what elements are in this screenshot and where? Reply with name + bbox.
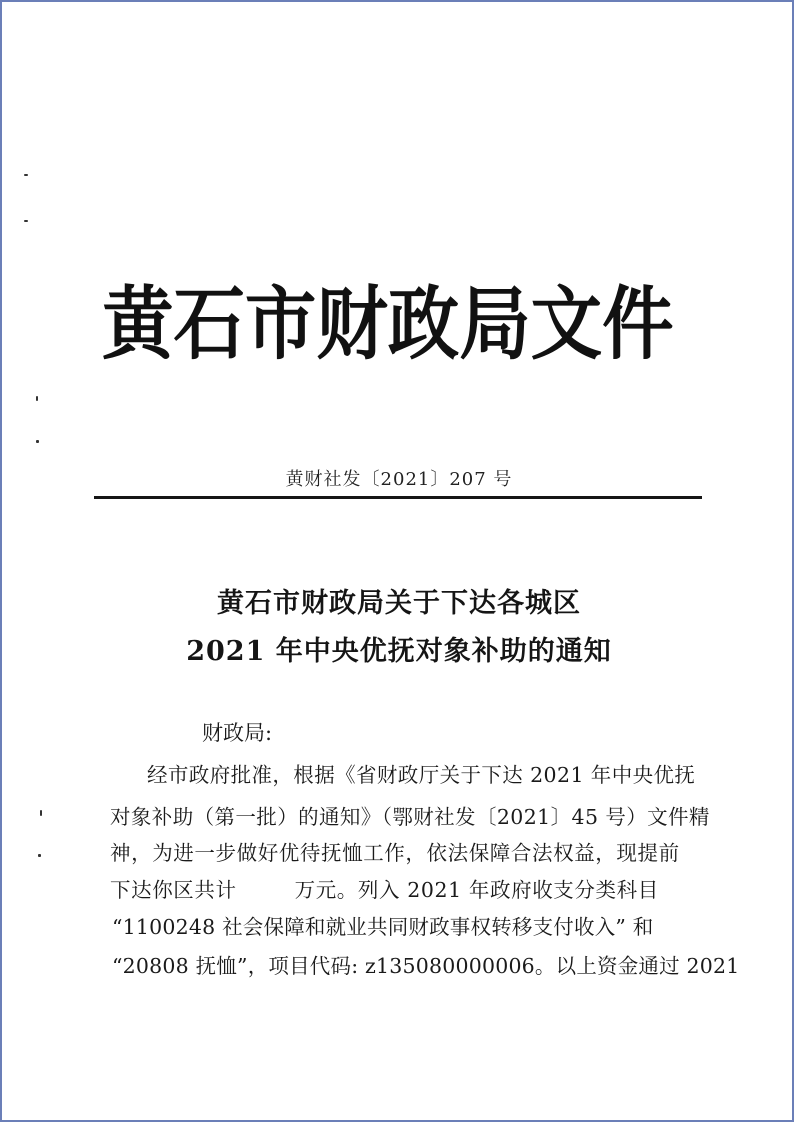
header-divider-rule [94,496,702,499]
notice-title-line-1: 黄石市财政局关于下达各城区 [217,588,581,619]
scan-speck [40,810,42,816]
scan-speck [36,396,38,401]
scan-speck [24,220,28,222]
scan-speck [36,440,39,443]
salutation: 财政局: [202,721,273,745]
body-paragraph-line: “20808 抚恤”，项目代码: z135080000006。以上资金通过 2021 [112,954,740,978]
body-paragraph-line: “1100248 社会保障和就业共同财政事权转移支付收入” 和 [112,915,654,939]
scan-speck [38,854,41,857]
document-number: 黄财社发〔2021〕207 号 [285,469,513,490]
body-text-segment: 万元。列入 2021 年政府收支分类科目 [294,878,659,902]
body-paragraph-line: 对象补助（第一批）的通知》（鄂财社发〔2021〕45 号）文件精 [110,805,710,829]
notice-title-line-2: 2021 年中央优抚对象补助的通知 [186,636,612,667]
document-header-title: 黄石市财政局文件 [102,276,674,371]
body-paragraph-line: 神，为进一步做好优待抚恤工作，依法保障合法权益，现提前 [110,841,680,865]
scan-speck [24,174,28,176]
body-paragraph-line [110,875,659,905]
body-text-segment: 下达你区共计 [110,878,237,902]
body-paragraph-line: 经市政府批准，根据《省财政厅关于下达 2021 年中央优抚 [147,763,696,787]
